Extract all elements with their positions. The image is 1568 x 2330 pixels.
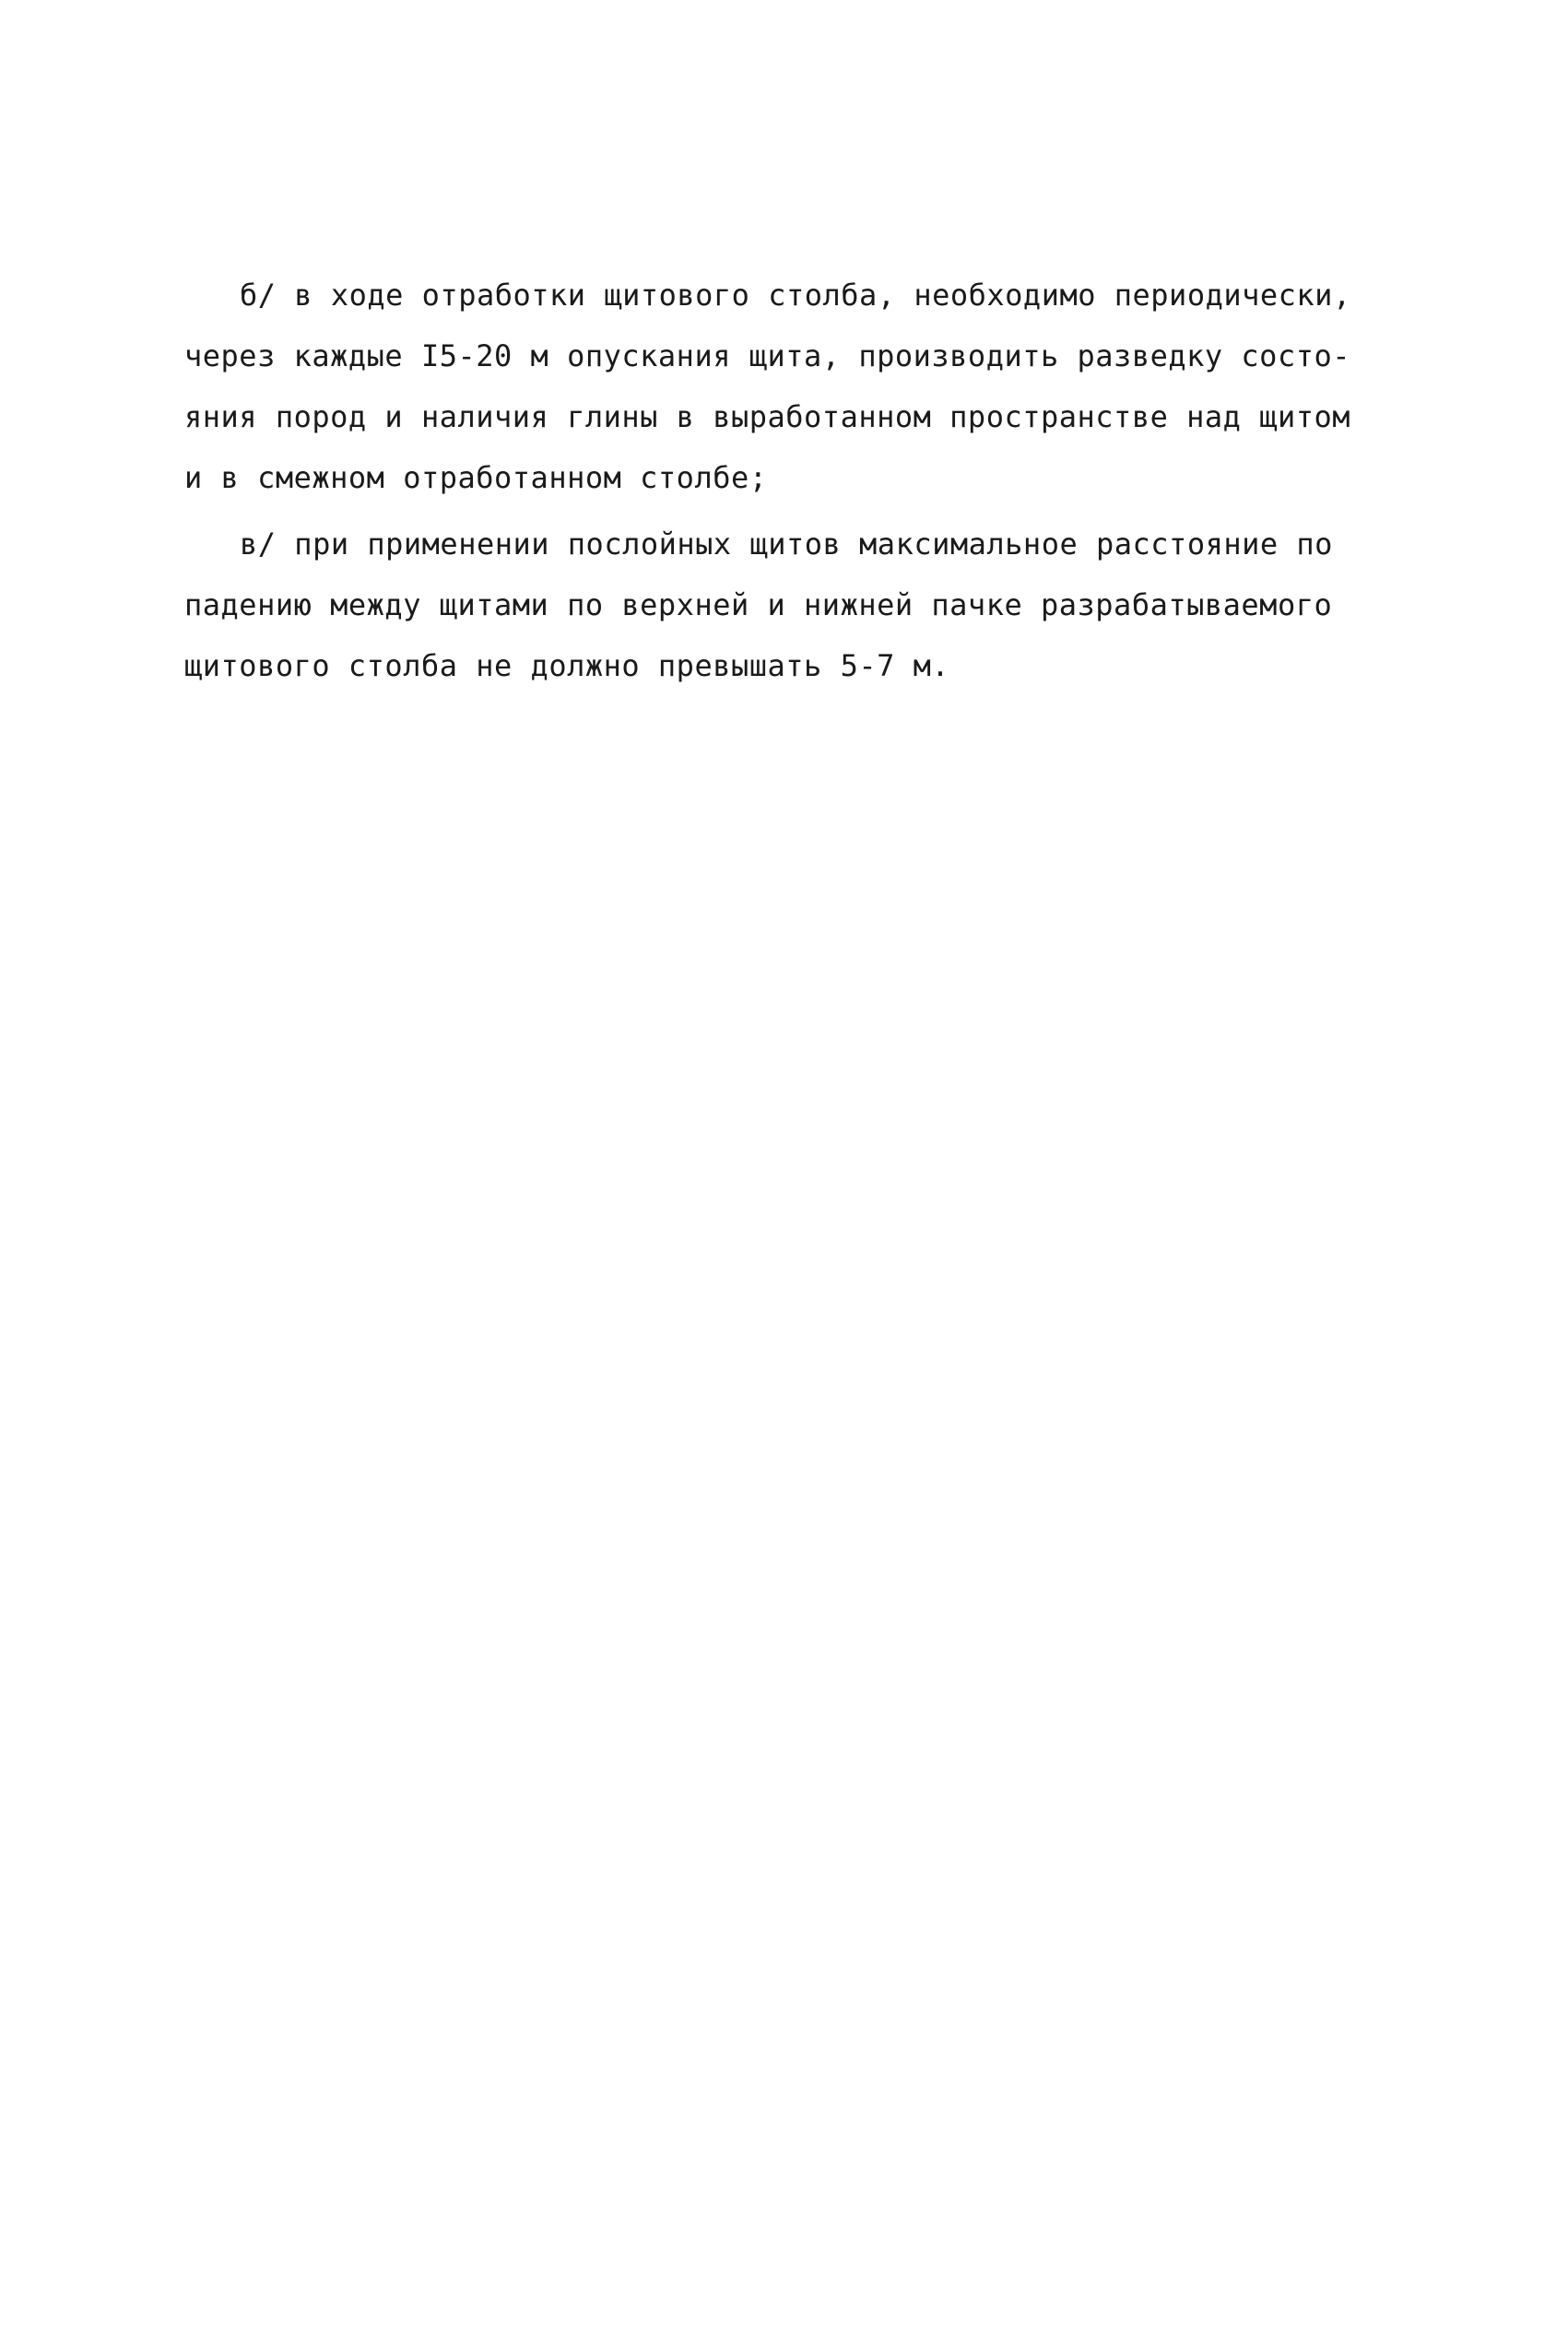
paragraph-1-line-2: через каждые I5-20 м опускания щита, производить разведку состо- — [184, 338, 1350, 373]
paragraph-2-line-3: щитового столба не должно превышать 5-7 м. — [184, 648, 950, 683]
paragraph-2-line-1: в/ при применении послойных щитов максимальное расстояние по — [240, 526, 1333, 562]
paragraph-1-line-1: б/ в ходе отработки щитового столба, необходимо периодически, — [240, 278, 1351, 313]
paragraph-1-line-4: и в смежном отработанном столбе; — [184, 460, 768, 495]
paragraph-2-line-2: падению между щитами по верхней и нижней пачке разрабатываемого — [184, 587, 1333, 622]
paragraph-1-line-3: яния пород и наличия глины в выработанном пространстве над щитом — [184, 399, 1350, 434]
